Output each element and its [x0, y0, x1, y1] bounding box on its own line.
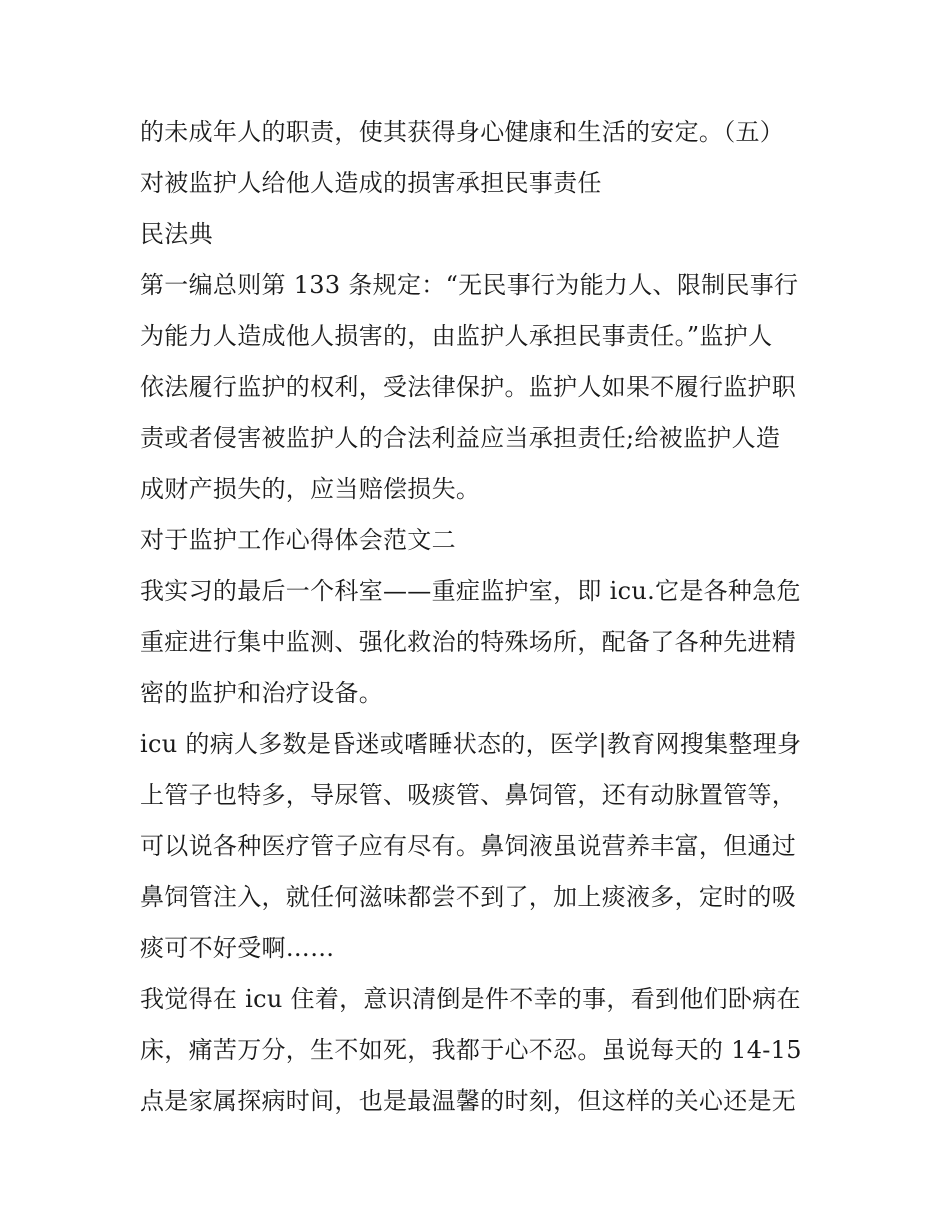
text-line: 可以说各种医疗管子应有尽有。鼻饲液虽说营养丰富，但通过	[140, 832, 797, 860]
text-line: icu 的病人多数是昏迷或嗜睡状态的，医学|教育网搜集整理身	[140, 730, 802, 758]
text-line: 对被监护人给他人造成的损害承担民事责任	[140, 169, 602, 197]
text-line: 依法履行监护的权利，受法律保护。监护人如果不履行监护职	[140, 373, 797, 401]
text-line: 的未成年人的职责，使其获得身心健康和生活的安定。（五）	[140, 118, 785, 146]
text-line: 床，痛苦万分，生不如死，我都于心不忍。虽说每天的 14-15	[140, 1036, 802, 1064]
section-heading: 民法典	[140, 220, 213, 248]
text-line: 为能力人造成他人损害的，由监护人承担民事责任。”监护人	[140, 322, 773, 350]
text-line: 我实习的最后一个科室——重症监护室，即 icu.它是各种急危	[140, 577, 801, 605]
text-line: 第一编总则第 133 条规定：“无民事行为能力人、限制民事行	[140, 271, 799, 299]
text-line: 成财产损失的，应当赔偿损失。	[140, 475, 481, 503]
text-line: 重症进行集中监测、强化救治的特殊场所，配备了各种先进精	[140, 628, 797, 656]
text-line: 密的监护和治疗设备。	[140, 679, 383, 707]
text-line: 痰可不好受啊……	[140, 934, 335, 962]
text-line: 上管子也特多，导尿管、吸痰管、鼻饲管，还有动脉置管等，	[140, 781, 797, 809]
text-line: 责或者侵害被监护人的合法利益应当承担责任;给被监护人造	[140, 424, 781, 452]
text-line: 鼻饲管注入，就任何滋味都尝不到了，加上痰液多，定时的吸	[140, 883, 797, 911]
section-heading: 对于监护工作心得体会范文二	[140, 526, 456, 554]
document-body	[140, 107, 820, 1127]
text-line: 我觉得在 icu 住着，意识清倒是件不幸的事，看到他们卧病在	[140, 985, 801, 1013]
text-line: 点是家属探病时间，也是最温馨的时刻，但这样的关心还是无	[140, 1087, 797, 1115]
